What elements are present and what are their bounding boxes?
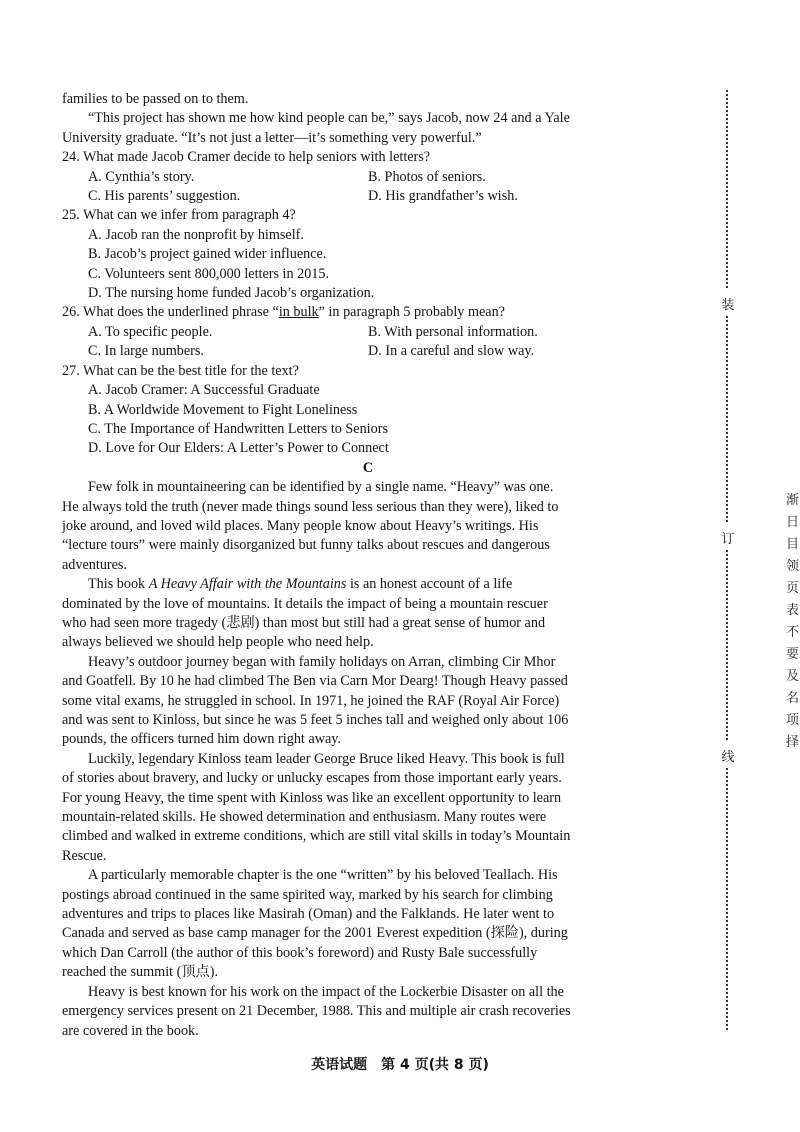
- option-d: D. His grandfather’s wish.: [368, 188, 518, 205]
- option-c: C. His parents’ suggestion.: [88, 188, 241, 205]
- underlined-phrase: in bulk: [278, 304, 319, 321]
- paragraph-line: and Goatfell. By 10 he had climbed The Ben via Carn Mor Dearg! Though Heavy passed: [62, 673, 568, 690]
- paragraph-line: and was sent to Kinloss, but since he was 5 feet 5 inches tall and weighed only about 106: [62, 712, 569, 728]
- option-d: D. In a careful and slow way.: [368, 343, 535, 360]
- paragraph-line: adventures and trips to places like Masirah (Oman) and the Falklands. He later went to: [62, 906, 555, 923]
- binding-line: [720, 90, 734, 1040]
- option-c: C. In large numbers.: [88, 343, 204, 360]
- paragraph-line: adventures.: [62, 556, 128, 573]
- question-26-options-row: [62, 323, 674, 342]
- paragraph-line: which Dan Carroll (the author of this book’s foreword) and Rusty Bale successfully: [62, 944, 538, 961]
- option-b: B. With personal information.: [368, 323, 538, 340]
- stem-text: 26. What does the underlined phrase “: [62, 304, 279, 321]
- question-24-stem: 24. What made Jacob Cramer decide to help seniors with letters?: [62, 149, 431, 166]
- paragraph-line: some vital exams, he struggled in school. In 1971, he joined the RAF (Royal Air Force): [62, 692, 560, 709]
- dotted-line-segment: [726, 550, 728, 740]
- binding-mark-ding: 订: [721, 532, 735, 547]
- paragraph-line: He always told the truth (never made things sound less serious than they were), liked to: [62, 498, 559, 515]
- paragraph-line: mountain-related skills. He showed determination and enthusiasm. Many routes were: [62, 809, 547, 826]
- paragraph-line: pounds, the officers turned him down right away.: [62, 731, 341, 748]
- paragraph-line: of stories about bravery, and lucky or unlucky escapes from those important early years.: [62, 770, 562, 787]
- paragraph-line: Canada and served as base camp manager for the 2001 Everest expedition (探险), during: [62, 925, 568, 942]
- option-a: A. Jacob ran the nonprofit by himself.: [88, 226, 304, 243]
- text-run: is an honest account of a life: [346, 576, 513, 593]
- option-b: B. A Worldwide Movement to Fight Loneliness: [88, 401, 358, 418]
- paragraph-line: always believed we should help people who need help.: [62, 634, 374, 651]
- paragraph-line: “lecture tours” were mainly disorganized but funny talks about rescues and dangerous: [62, 537, 550, 554]
- dotted-line-segment: [726, 90, 728, 288]
- question-24-options-row: [62, 168, 674, 187]
- paragraph-line: For young Heavy, the time spent with Kinloss was like an excellent opportunity to learn: [62, 789, 562, 806]
- paragraph-line: Heavy is best known for his work on the impact of the Lockerbie Disaster on all the: [88, 983, 564, 1000]
- binding-mark-zhuang: 装: [721, 298, 735, 313]
- question-26-options-row: [62, 342, 674, 361]
- option-c: C. The Importance of Handwritten Letters to Seniors: [88, 420, 388, 437]
- paragraph-line: postings abroad continued in the same spirited way, marked by his search for climbing: [62, 886, 553, 903]
- option-d: D. The nursing home funded Jacob’s organization.: [88, 285, 375, 302]
- paragraph-line: Luckily, legendary Kinloss team leader George Bruce liked Heavy. This book is full: [88, 750, 565, 767]
- edge-instruction-text: 渐日目领页表不要及名项择: [786, 493, 800, 750]
- question-26-stem: [62, 303, 674, 322]
- text-run: This book: [88, 576, 149, 593]
- option-b: B. Jacob’s project gained wider influence.: [88, 246, 327, 263]
- passage-line: families to be passed on to them.: [62, 91, 249, 107]
- paragraph-line: Heavy’s outdoor journey began with family holidays on Arran, climbing Cir Mhor: [88, 653, 556, 670]
- question-24-options-row: [62, 187, 674, 206]
- option-d: D. Love for Our Elders: A Letter’s Power to Connect: [88, 440, 389, 457]
- dotted-line-segment: [726, 316, 728, 522]
- option-c: C. Volunteers sent 800,000 letters in 2015.: [88, 265, 330, 282]
- paragraph-line: emergency services present on 21 December, 1988. This and multiple air crash recoveries: [62, 1003, 571, 1020]
- paragraph-line: Rescue.: [62, 847, 107, 864]
- option-b: B. Photos of seniors.: [368, 168, 486, 185]
- paragraph-line: are covered in the book.: [62, 1022, 199, 1039]
- paragraph-line: [62, 575, 674, 594]
- dotted-line-segment: [726, 768, 728, 1030]
- paragraph-line: reached the summit (顶点).: [62, 964, 219, 981]
- paragraph-line: climbed and walked in extreme conditions, which are still vital skills in today’s Mountain: [62, 828, 571, 845]
- option-a: A. Jacob Cramer: A Successful Graduate: [88, 382, 320, 399]
- passage-line: “This project has shown me how kind people can be,” says Jacob, now 24 and a Yale: [88, 110, 570, 127]
- option-a: A. Cynthia’s story.: [88, 168, 195, 185]
- paragraph-line: A particularly memorable chapter is the one “written” by his beloved Teallach. His: [88, 867, 558, 884]
- stem-text: ” in paragraph 5 probably mean?: [318, 304, 505, 321]
- page-content: [62, 90, 674, 1041]
- paragraph-line: joke around, and loved wild places. Many people know about Heavy’s writings. His: [62, 517, 539, 534]
- paragraph-line: Few folk in mountaineering can be identified by a single name. “Heavy” was one.: [88, 479, 554, 496]
- paragraph-line: dominated by the love of mountains. It details the impact of being a mountain rescuer: [62, 595, 548, 612]
- question-27-stem: 27. What can be the best title for the text?: [62, 362, 299, 379]
- book-title: A Heavy Affair with the Mountains: [148, 576, 347, 593]
- section-heading: C: [362, 459, 374, 476]
- page-footer: 英语试题 第 4 页(共 8 页): [311, 1057, 489, 1073]
- paragraph-line: who had seen more tragedy (悲剧) than most but still had a great sense of humor and: [62, 614, 546, 631]
- question-25-stem: 25. What can we infer from paragraph 4?: [62, 207, 296, 224]
- binding-mark-xian: 线: [721, 750, 735, 765]
- option-a: A. To specific people.: [88, 323, 213, 340]
- passage-line: University graduate. “It’s not just a letter—it’s something very powerful.”: [62, 129, 482, 146]
